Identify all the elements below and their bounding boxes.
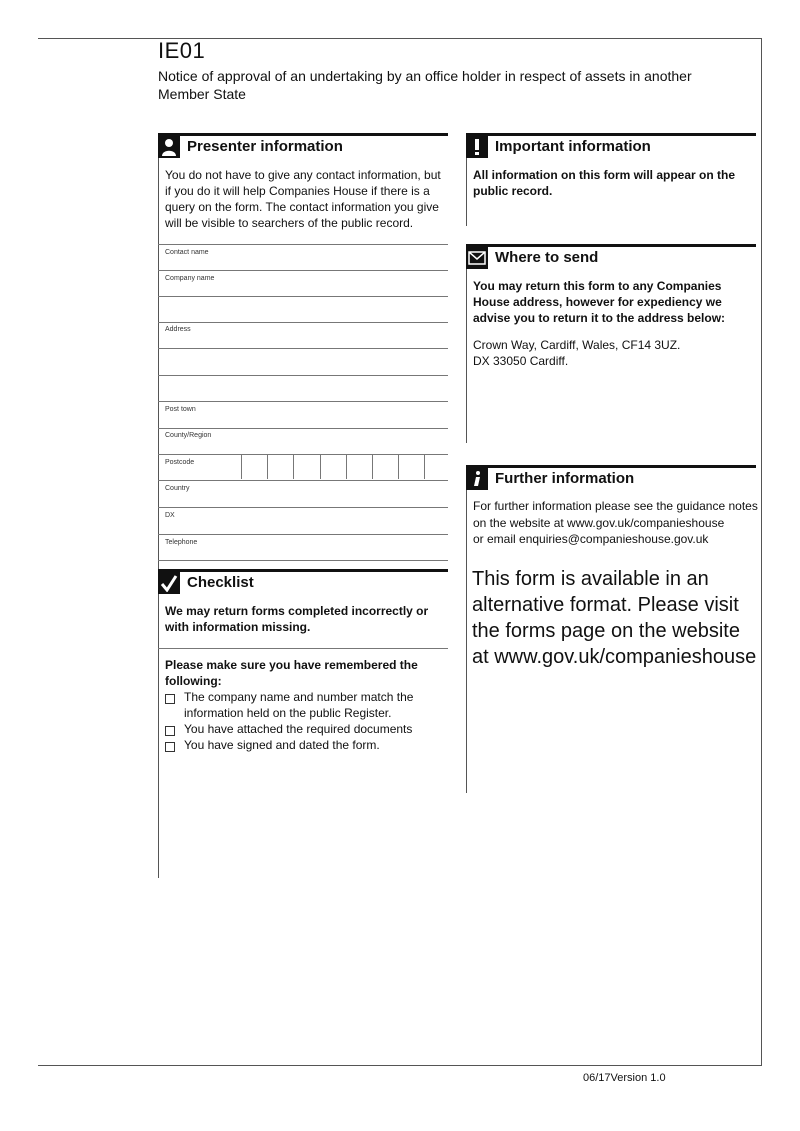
further-section-header bbox=[466, 465, 756, 490]
version-label: 06/17Version 1.0 bbox=[583, 1072, 666, 1084]
further-left-rule bbox=[466, 490, 467, 793]
checkbox[interactable] bbox=[165, 694, 175, 704]
presenter-heading: Presenter information bbox=[187, 138, 343, 155]
address-field-line3[interactable] bbox=[158, 401, 448, 402]
field-rule bbox=[158, 244, 448, 245]
person-icon bbox=[158, 136, 180, 158]
checkbox[interactable] bbox=[165, 726, 175, 736]
telephone-field[interactable] bbox=[158, 560, 448, 561]
form-title: Notice of approval of an undertaking by an office holder in respect of assets in another Member State bbox=[158, 68, 692, 102]
checklist-divider bbox=[158, 648, 448, 649]
checklist-item bbox=[165, 737, 445, 753]
envelope-icon bbox=[466, 247, 488, 269]
checklist-section-header bbox=[158, 569, 448, 594]
postcode-box[interactable] bbox=[267, 454, 293, 479]
important-heading: Important information bbox=[495, 138, 651, 155]
company-name-field[interactable] bbox=[158, 296, 448, 297]
post-town-field[interactable] bbox=[158, 428, 448, 429]
where-to-send-section-header bbox=[466, 244, 756, 269]
checklist-heading: Checklist bbox=[187, 574, 254, 591]
postcode-box[interactable] bbox=[241, 454, 267, 479]
checklist-warning: We may return forms completed incorrectly or with information missing. bbox=[165, 604, 429, 634]
address-field-line2[interactable] bbox=[158, 375, 448, 376]
post-town-label: Post town bbox=[165, 406, 196, 413]
address-field[interactable] bbox=[158, 348, 448, 349]
checklist-item bbox=[165, 721, 445, 737]
postcode-box[interactable] bbox=[424, 454, 450, 479]
further-heading: Further information bbox=[495, 470, 635, 487]
checklist-reminder: Please make sure you have remembered the following: bbox=[165, 658, 418, 688]
checkmark-icon bbox=[158, 572, 180, 594]
company-name-field-line2[interactable] bbox=[158, 322, 448, 323]
checklist-item-text: You have signed and dated the form. bbox=[184, 738, 380, 752]
exclamation-icon bbox=[466, 136, 488, 158]
checklist-item-text: You have attached the required documents bbox=[184, 722, 413, 736]
checkbox[interactable] bbox=[165, 742, 175, 752]
where-to-send-heading: Where to send bbox=[495, 249, 599, 266]
address-label: Address bbox=[165, 326, 191, 333]
where-to-send-left-rule bbox=[466, 269, 467, 443]
alternative-format-notice: This form is available in an alternative format. Please visit the forms page on the website at www.gov.uk/companieshouse bbox=[472, 568, 757, 668]
page-top-rule bbox=[38, 38, 762, 39]
where-to-send-text: You may return this form to any Companies House address, however for expediency we advise you to return it to the address below: bbox=[473, 279, 726, 325]
important-left-rule bbox=[466, 158, 467, 226]
county-region-label: County/Region bbox=[165, 432, 212, 439]
checklist-item-text: The company name and number match the information held on the public Register. bbox=[184, 690, 414, 720]
presenter-section-header bbox=[158, 133, 448, 158]
postcode-box[interactable] bbox=[346, 454, 372, 479]
address-line-2: DX 33050 Cardiff. bbox=[473, 354, 569, 368]
important-section-header bbox=[466, 133, 756, 158]
postcode-box[interactable] bbox=[398, 454, 424, 479]
postcode-label: Postcode bbox=[165, 459, 195, 466]
further-line-1: For further information please see the guidance notes bbox=[473, 499, 758, 513]
country-field[interactable] bbox=[158, 507, 448, 508]
dx-label: DX bbox=[165, 512, 175, 519]
further-line-2: on the website at www.gov.uk/companieshouse bbox=[473, 516, 725, 530]
postcode-box[interactable] bbox=[320, 454, 346, 479]
postcode-box[interactable] bbox=[293, 454, 319, 479]
presenter-intro: You do not have to give any contact information, but if you do it will help Companies House if there is a query on the form. The contact information you give will be visible to searchers of the public record. bbox=[165, 168, 441, 230]
page-bottom-rule bbox=[38, 1065, 762, 1066]
address-line-1: Crown Way, Cardiff, Wales, CF14 3UZ. bbox=[473, 338, 681, 352]
page-right-rule bbox=[761, 38, 762, 1065]
info-icon bbox=[466, 468, 488, 490]
contact-name-field[interactable] bbox=[158, 270, 448, 271]
important-text: All information on this form will appear on the public record. bbox=[473, 168, 736, 198]
further-line-3: or email enquiries@companieshouse.gov.uk bbox=[473, 532, 709, 546]
company-name-label: Company name bbox=[165, 275, 215, 282]
postcode-box[interactable] bbox=[372, 454, 398, 479]
presenter-left-rule bbox=[158, 158, 159, 878]
country-label: Country bbox=[165, 485, 190, 492]
dx-field[interactable] bbox=[158, 534, 448, 535]
postcode-field[interactable] bbox=[158, 480, 448, 481]
form-code: IE01 bbox=[158, 38, 206, 63]
checklist-item bbox=[165, 689, 445, 721]
telephone-label: Telephone bbox=[165, 539, 198, 546]
contact-name-label: Contact name bbox=[165, 249, 209, 256]
